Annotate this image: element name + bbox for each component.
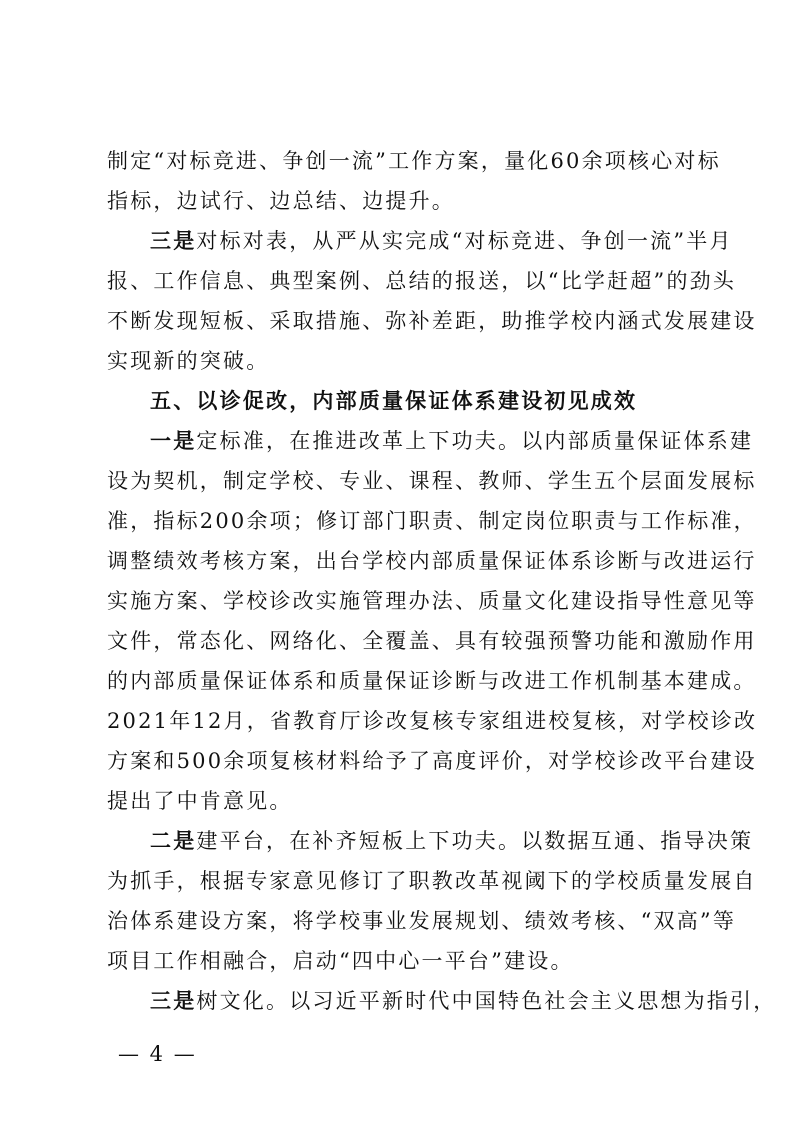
line-text: 2021年12月，省教育厅诊改复核专家组进校复核，对学校诊改 (107, 709, 758, 733)
body-line (107, 347, 687, 375)
body-line (107, 667, 757, 695)
body-line (107, 747, 757, 775)
body-line (150, 427, 754, 455)
body-line (150, 227, 733, 255)
line-text: 治体系建设方案，将学校事业发展规划、绩效考核、“双高”等 (107, 909, 737, 933)
body-line (107, 787, 687, 815)
line-lead: 二是 (150, 829, 197, 853)
line-text: 实现新的突破。 (107, 349, 270, 373)
line-text: 不断发现短板、采取措施、弥补差距，助推学校内涵式发展建设 (107, 309, 757, 333)
line-text: 项目工作相融合，启动“四中心一平台”建设。 (107, 949, 574, 973)
line-text: 方案和500余项复核材料给予了高度评价，对学校诊改平台建设 (107, 749, 757, 773)
body-line (150, 827, 754, 855)
body-line (150, 987, 777, 1015)
line-text: 设为契机，制定学校、专业、课程、教师、学生五个层面发展标 (107, 469, 757, 493)
body-line (107, 507, 757, 535)
body-line (107, 627, 757, 655)
body-line (107, 907, 737, 935)
line-text: 为抓手，根据专家意见修订了职教改革视阈下的学校质量发展自 (107, 869, 757, 893)
body-line (107, 867, 757, 895)
page-number: — 4 — (118, 1042, 197, 1066)
body-line (107, 147, 721, 175)
body-line (107, 547, 757, 575)
line-text: 实施方案、学校诊改实施管理办法、质量文化建设指导性意见等 (107, 589, 757, 613)
body-line (107, 707, 758, 735)
line-lead: 一是 (150, 429, 197, 453)
line-text: 树文化。以习近平新时代中国特色社会主义思想为指引， (196, 989, 777, 1013)
line-text: 调整绩效考核方案，出台学校内部质量保证体系诊断与改进运行 (107, 549, 757, 573)
body-line (107, 947, 687, 975)
line-text: 定标准，在推进改革上下功夫。以内部质量保证体系建 (196, 429, 754, 453)
line-text: 制定“对标竞进、争创一流”工作方案，量化60余项核心对标 (107, 149, 721, 173)
body-line (107, 187, 687, 215)
line-text: 指标，边试行、边总结、边提升。 (107, 189, 455, 213)
line-text: 准，指标200余项；修订部门职责、制定岗位职责与工作标准， (107, 509, 757, 533)
body-line (107, 587, 757, 615)
line-text: 提出了中肯意见。 (107, 789, 293, 813)
line-text: 报、工作信息、典型案例、总结的报送，以“比学赶超”的劲头 (107, 269, 737, 293)
body-line (107, 307, 757, 335)
section-heading: 五、以诊促改，内部质量保证体系建设初见成效 (150, 389, 638, 413)
line-text: 对标对表，从严从实完成“对标竞进、争创一流”半月 (196, 229, 733, 253)
line-text: 文件，常态化、网络化、全覆盖、具有较强预警功能和激励作用 (107, 629, 757, 653)
line-lead: 三是 (150, 989, 197, 1013)
line-lead: 三是 (150, 229, 197, 253)
body-line (107, 467, 757, 495)
line-text: 的内部质量保证体系和质量保证诊断与改进工作机制基本建成。 (107, 669, 757, 693)
body-line (107, 267, 737, 295)
line-text: 建平台，在补齐短板上下功夫。以数据互通、指导决策 (196, 829, 754, 853)
